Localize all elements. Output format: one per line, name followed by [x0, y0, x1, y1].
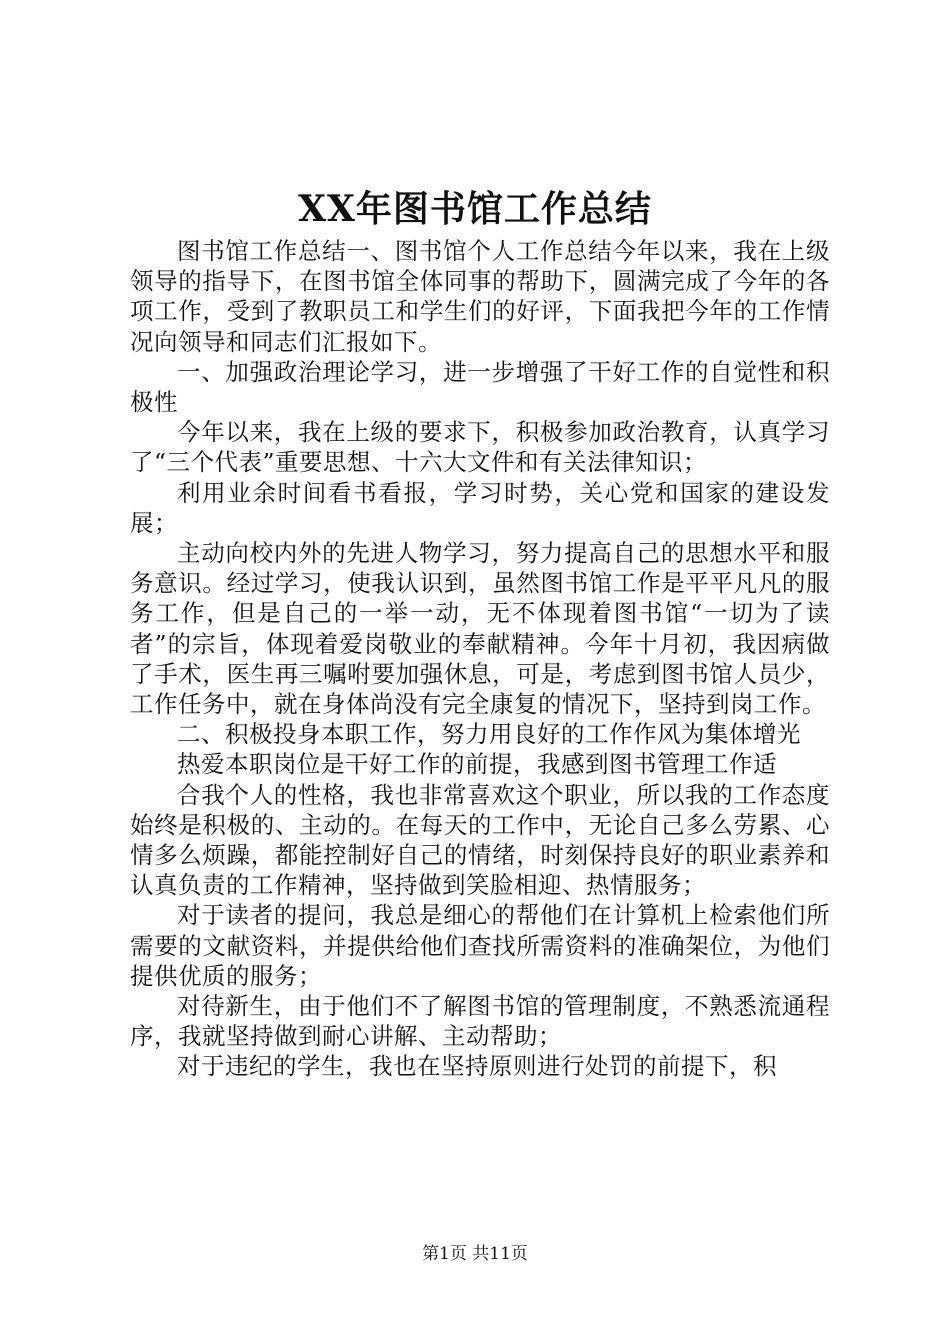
paragraph: 热爱本职岗位是干好工作的前提，我感到图书管理工作适: [177, 750, 777, 779]
document-title: XX年图书馆工作总结: [298, 188, 652, 230]
document-body: [130, 236, 830, 1082]
paragraph: 合我个人的性格，我也非常喜欢这个职业，所以我的工作态度始终是积极的、主动的。在每天的工作中，无论自己多么劳累、心情多么烦躁，都能控制好自己的情绪，时刻保持良好的职业素养和认真负责的工作精神，坚持做到笑脸相迎、热情服务；: [130, 780, 830, 900]
paragraph: 今年以来，我在上级的要求下，积极参加政治教育，认真学习了“三个代表”重要思想、十六大文件和有关法律知识；: [130, 418, 830, 477]
paragraph: 对待新生，由于他们不了解图书馆的管理制度，不熟悉流通程序，我就坚持做到耐心讲解、主动帮助；: [130, 992, 830, 1051]
paragraph: 利用业余时间看书看报，学习时势，关心党和国家的建设发展；: [130, 478, 830, 537]
paragraph: 图书馆工作总结一、图书馆个人工作总结今年以来，我在上级领导的指导下，在图书馆全体同事的帮助下，圆满完成了今年的各项工作，受到了教职员工和学生们的好评，下面我把今年的工作情况向领导和同志们汇报如下。: [130, 237, 830, 356]
section-heading: 一、加强政治理论学习，进一步增强了干好工作的自觉性和积极性: [130, 357, 830, 417]
paragraph: 对于读者的提问，我总是细心的帮他们在计算机上检索他们所需要的文献资料，并提供给他们查找所需资料的准确架位，为他们提供优质的服务；: [130, 901, 830, 990]
paragraph: 对于违纪的学生，我也在坚持原则进行处罚的前提下，积: [177, 1052, 777, 1081]
page-number-footer: 第1页 共11页: [422, 1244, 528, 1264]
section-heading: 二、积极投身本职工作，努力用良好的工作作风为集体增光: [177, 720, 801, 749]
paragraph: 主动向校内外的先进人物学习，努力提高自己的思想水平和服务意识。经过学习，使我认识到，虽然图书馆工作是平平凡凡的服务工作，但是自己的一举一动，无不体现着图书馆“一切为了读者”的宗旨，体现着爱岗敬业的奉献精神。今年十月初，我因病做了手术，医生再三嘱咐要加强休息，可是，考虑到图书馆人员少，工作任务中，就在身体尚没有完全康复的情况下，坚持到岗工作。: [130, 539, 830, 719]
